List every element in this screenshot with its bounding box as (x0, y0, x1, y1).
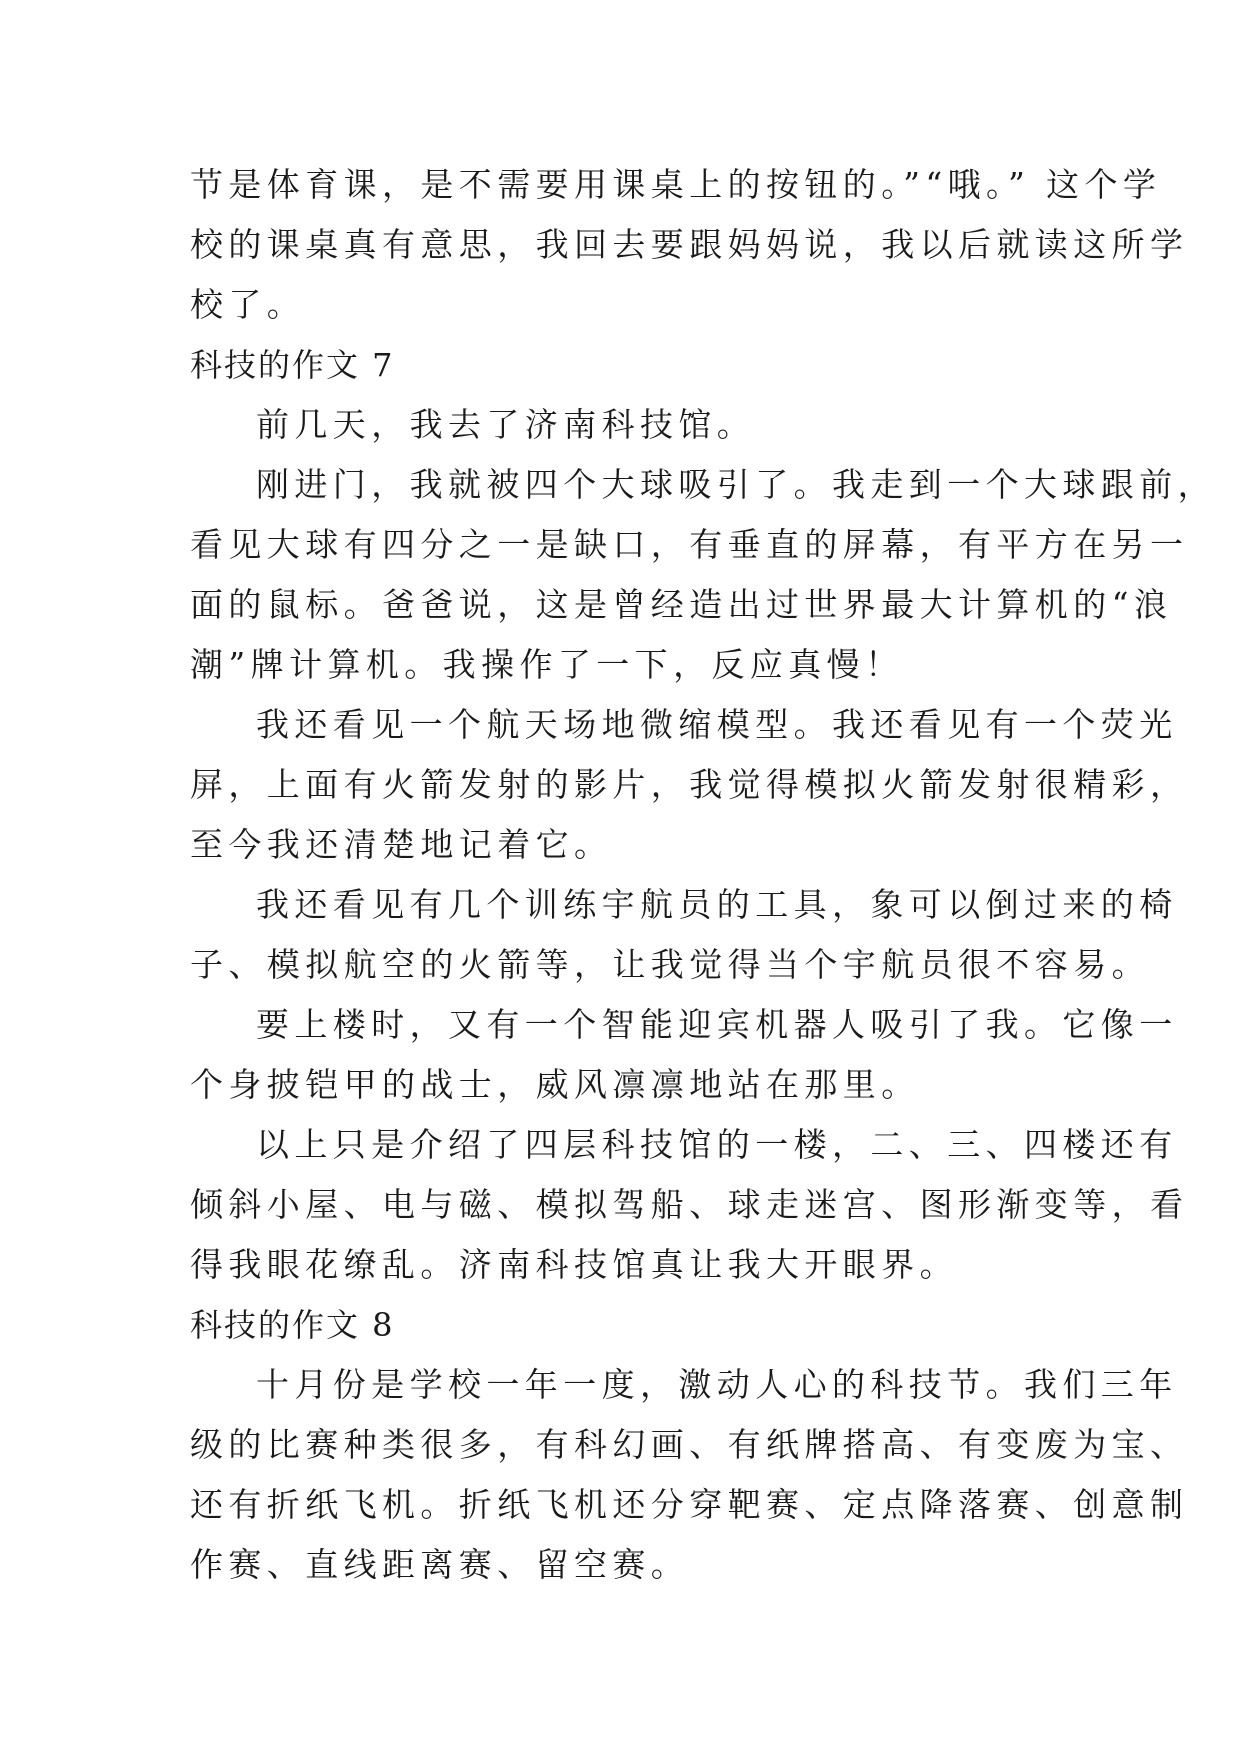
text-line: 校了。 (190, 285, 306, 324)
text-line: 潮”牌计算机。我操作了一下，反应真慢！ (190, 645, 904, 684)
text-line: 作赛、直线距离赛、留空赛。 (190, 1545, 690, 1584)
essay-7-section (190, 335, 1216, 1295)
text-line: 刚进门，我就被四个大球吸引了。我走到一个大球跟前， (256, 465, 1216, 504)
text-line: 看见大球有四分之一是缺口，有垂直的屏幕，有平方在另一 (190, 525, 1189, 564)
text-line: 节是体育课，是不需要用课桌上的按钮的。”“哦。” 这个学 (190, 165, 1162, 204)
text-line: 还有折纸飞机。折纸飞机还分穿靶赛、定点降落赛、创意制 (190, 1485, 1189, 1524)
document-page (190, 155, 1216, 1595)
text-line: 十月份是学校一年一度，激动人心的科技节。我们三年 (256, 1365, 1178, 1404)
text-line: 得我眼花缭乱。济南科技馆真让我大开眼界。 (190, 1245, 958, 1284)
essay-7-heading: 科技的作文 7 (190, 346, 395, 384)
text-line: 级的比赛种类很多，有科幻画、有纸牌搭高、有变废为宝、 (190, 1425, 1189, 1464)
essay-8-section (190, 1295, 1189, 1595)
text-line: 子、模拟航空的火箭等，让我觉得当个宇航员很不容易。 (190, 945, 1150, 984)
text-line: 以上只是介绍了四层科技馆的一楼，二、三、四楼还有 (256, 1125, 1178, 1164)
text-line: 倾斜小屋、电与磁、模拟驾船、球走迷宫、图形渐变等，看 (190, 1185, 1189, 1224)
text-line: 要上楼时，又有一个智能迎宾机器人吸引了我。它像一 (256, 1005, 1178, 1044)
essay-8-heading: 科技的作文 8 (190, 1306, 395, 1344)
text-line: 个身披铠甲的战士，威风凛凛地站在那里。 (190, 1065, 920, 1104)
text-line: 我还看见有几个训练宇航员的工具，象可以倒过来的椅 (256, 885, 1178, 924)
intro-paragraph (190, 155, 1189, 335)
text-line: 前几天，我去了济南科技馆。 (256, 405, 756, 444)
text-line: 校的课桌真有意思，我回去要跟妈妈说，我以后就读这所学 (190, 225, 1189, 264)
text-line: 面的鼠标。爸爸说，这是曾经造出过世界最大计算机的“浪 (190, 585, 1173, 624)
text-line: 我还看见一个航天场地微缩模型。我还看见有一个荧光 (256, 705, 1178, 744)
text-line: 至今我还清楚地记着它。 (190, 825, 613, 864)
text-line: 屏，上面有火箭发射的影片，我觉得模拟火箭发射很精彩， (190, 765, 1189, 804)
